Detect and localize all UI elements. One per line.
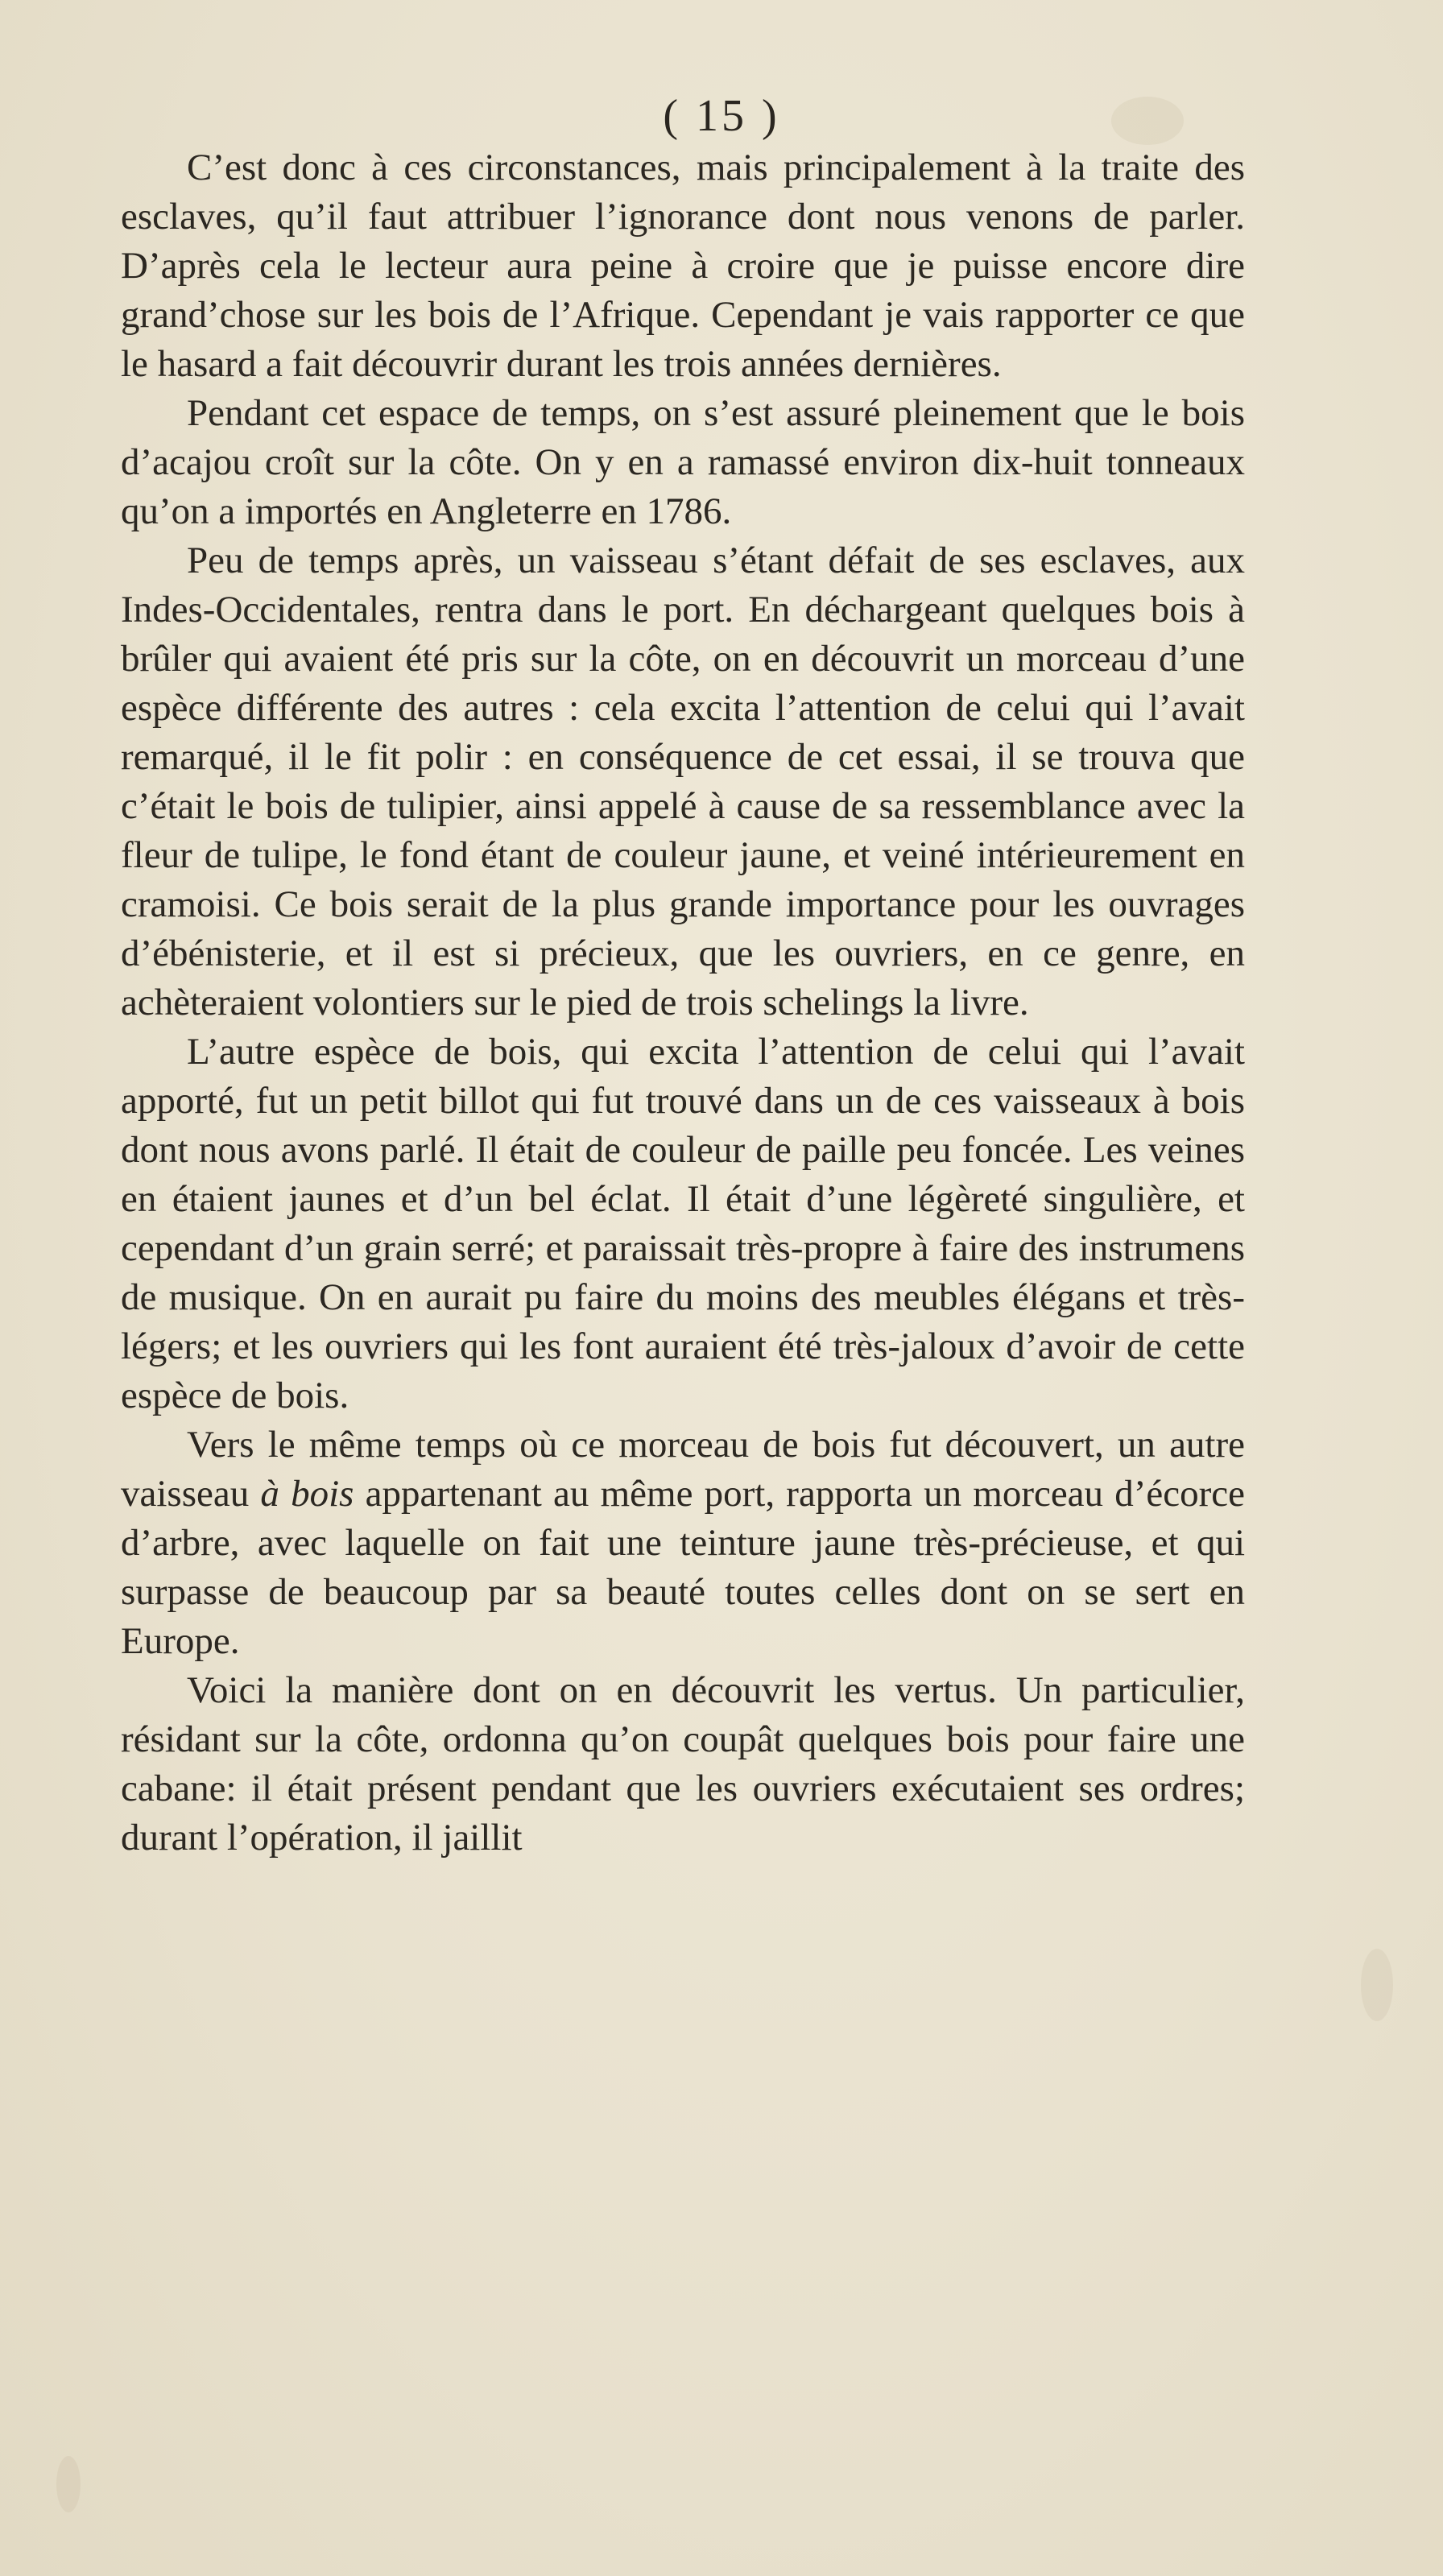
body-text xyxy=(121,143,1245,1863)
paragraph: C’est donc à ces circonstances, mais principalement à la traite des esclaves, qu’il faut attribuer l’ignorance dont nous venons de parler. D’après cela le lecteur aura peine à croire que je puisse encore dire grand’chose sur les bois de l’Afrique. Cependant je vais rapporter ce que le hasard a fait découvrir durant les trois années dernières. xyxy=(121,147,1245,385)
page-number: ( 15 ) xyxy=(663,91,780,141)
paper-stain xyxy=(56,2456,81,2512)
paragraph: Pendant cet espace de temps, on s’est assuré pleinement que le bois d’acajou croît sur la côte. On y en a ramassé environ dix-huit tonneaux qu’on a importés en Angleterre en 1786. xyxy=(121,392,1245,532)
paper-stain xyxy=(1361,1949,1393,2021)
paragraph: Peu de temps après, un vaisseau s’étant défait de ses esclaves, aux Indes-Occidentales, rentra dans le port. En déchargeant quelques bois à brûler qui avaient été pris sur la côte, on en découvrit un morceau d’une espèce différente des autres : cela excita l’attention de celui qui l’avait remarqué, il le fit polir : en conséquence de cet essai, il se trouva que c’était le bois de tulipier, ainsi appelé à cause de sa ressemblance avec la fleur de tulipe, le fond étant de couleur jaune, et veiné intérieurement en cramoisi. Ce bois serait de la plus grande importance pour les ouvrages d’ébénisterie, et il est si précieux, que les ouvriers, en ce genre, en achèteraient volontiers sur le pied de trois schelings la livre. xyxy=(121,540,1245,1023)
paragraph xyxy=(121,1420,1245,1666)
paragraph-text: Vers le même temps où ce morceau de bois fut découvert, un autre vaisseau xyxy=(121,1424,1245,1515)
paragraph: L’autre espèce de bois, qui excita l’attention de celui qui l’avait apporté, fut un petit billot qui fut trouvé dans un de ces vaisseaux à bois dont nous avons parlé. Il était de couleur de paille peu foncée. Les veines en étaient jaunes et d’un bel éclat. Il était d’une légèreté singulière, et cependant d’un grain serré; et paraissait très-propre à faire des instrumens de musique. On en aurait pu faire du moins des meubles élégans et très-légers; et les ouvriers qui les font auraient été très-jaloux d’avoir de cette espèce de bois. xyxy=(121,1031,1245,1416)
paragraph-text: appartenant au même port, rapporta un morceau d’écorce d’arbre, avec laquelle on fait une teinture jaune très-précieuse, et qui surpasse de beaucoup par sa beauté toutes celles dont on se sert en Europe. xyxy=(121,1473,1245,1662)
paragraph: Voici la manière dont on en découvrit les vertus. Un particulier, résidant sur la côte, ordonna qu’on coupât quelques bois pour faire une cabane: il était présent pendant que les ouvriers exécutaient ses ordres; durant l’opération, il jaillit xyxy=(121,1669,1245,1859)
italic-term: à bois xyxy=(260,1473,354,1515)
